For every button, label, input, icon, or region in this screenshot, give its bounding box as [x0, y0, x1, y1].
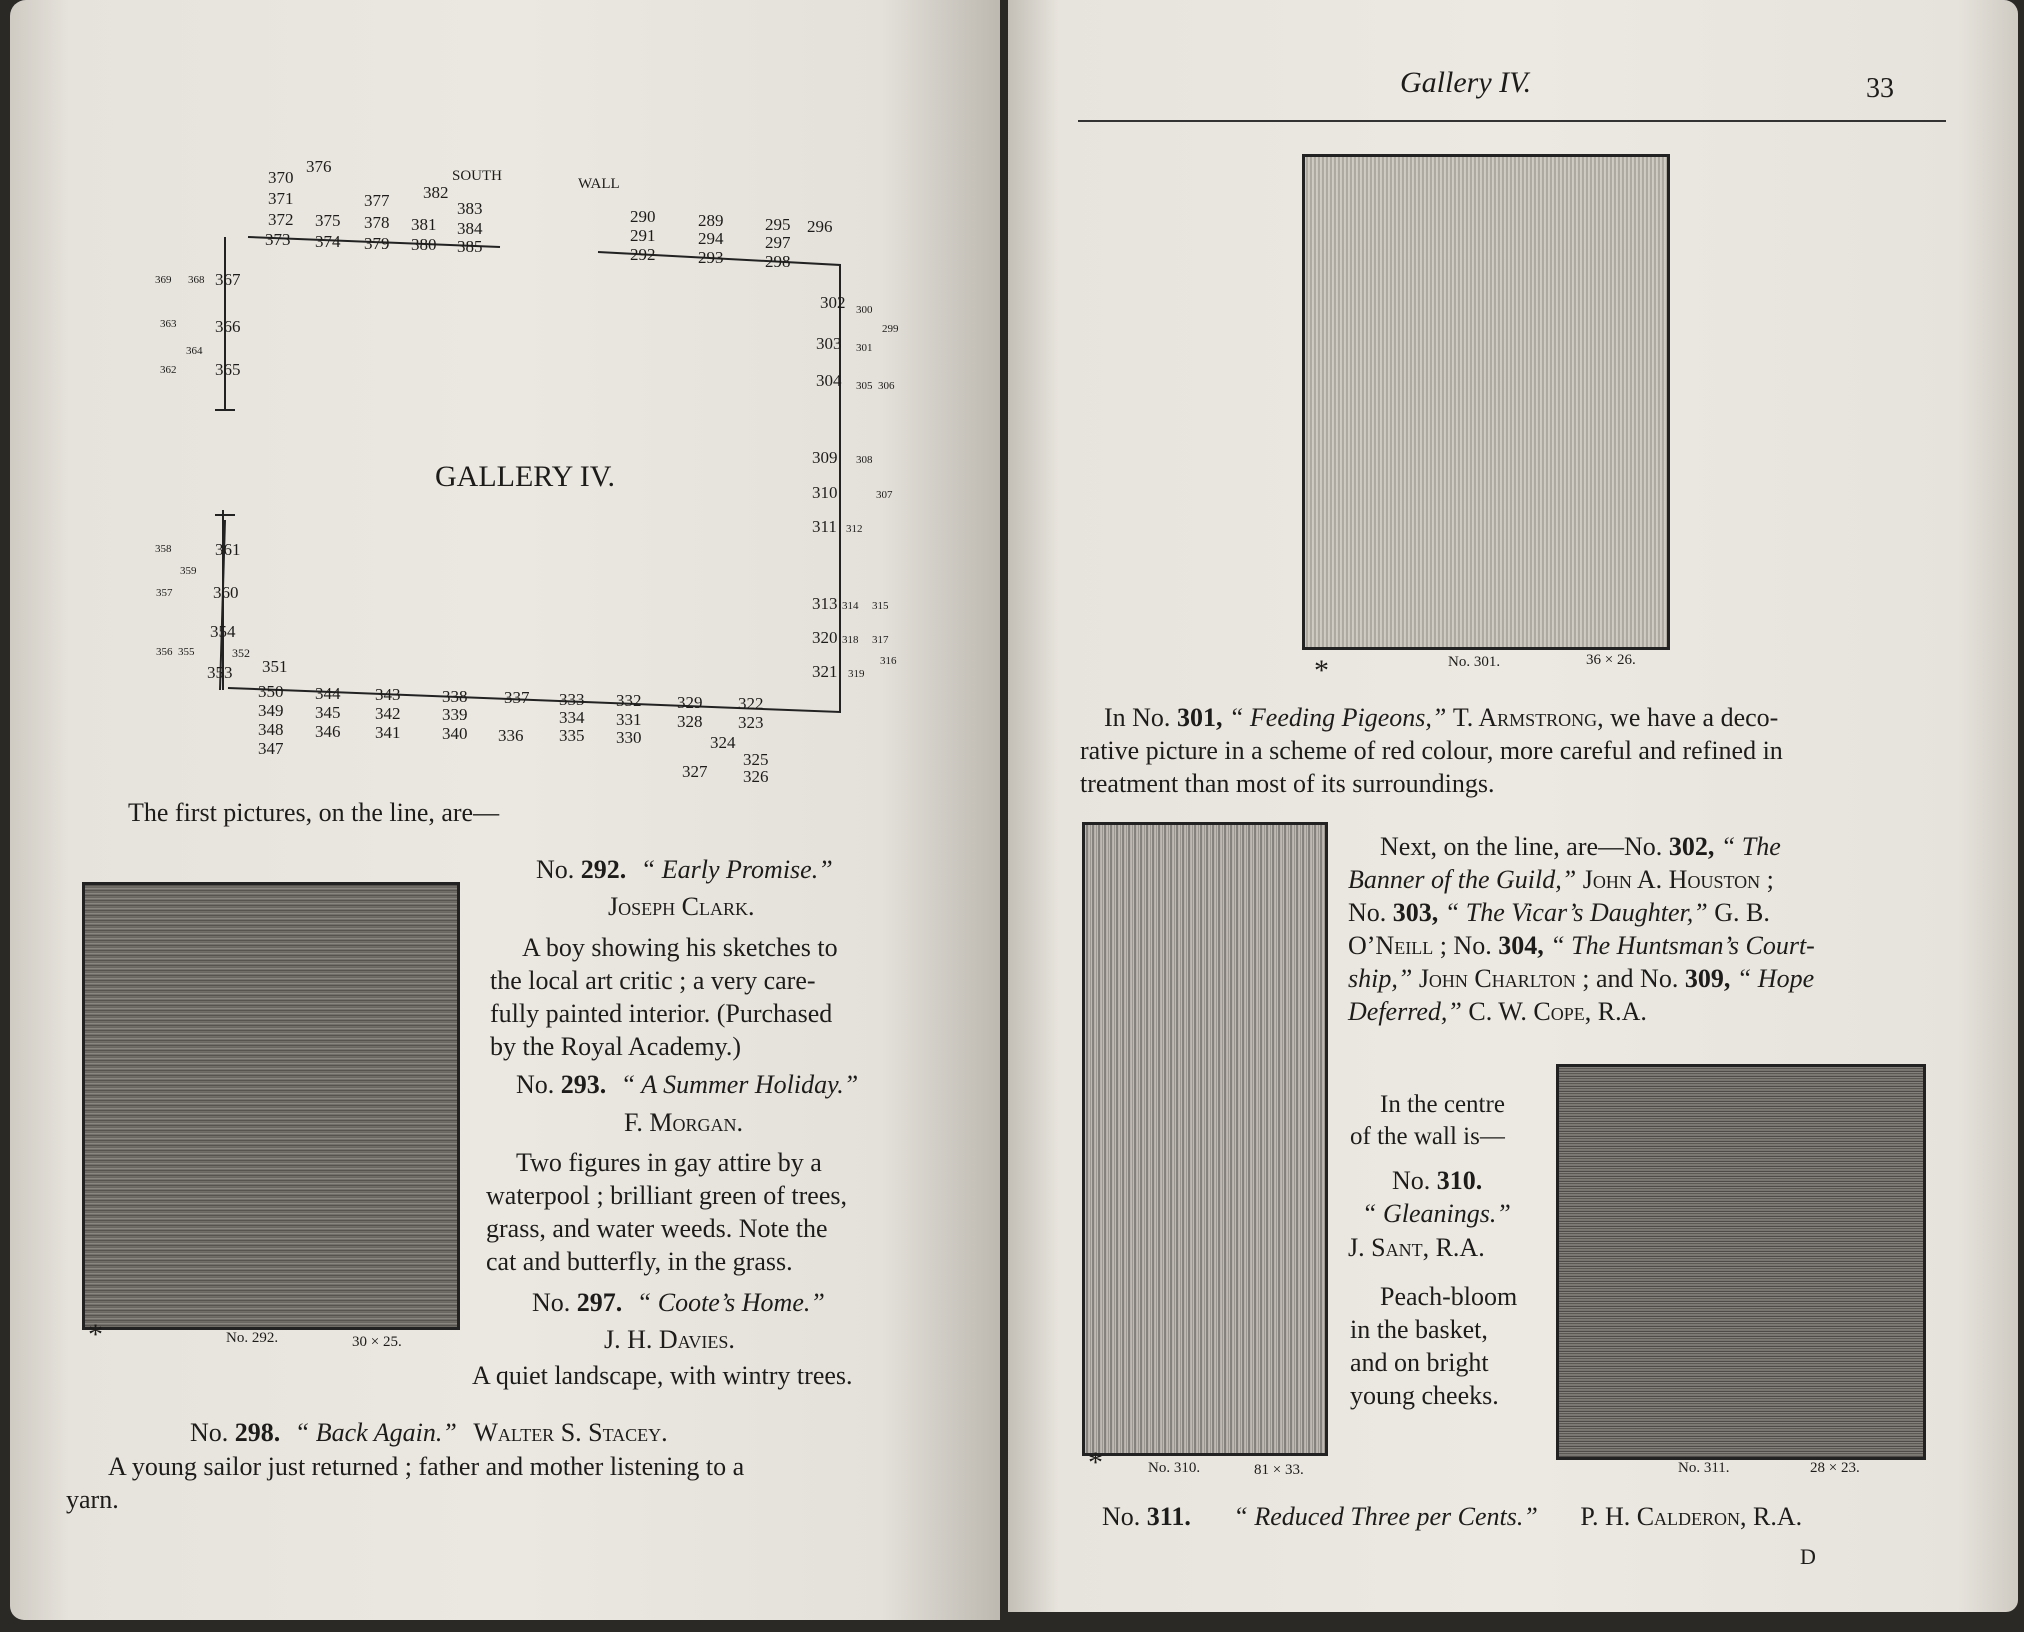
- para-next-line-1: [1380, 832, 1781, 862]
- para-next-line-5: [1348, 964, 1814, 994]
- map-num: 375: [315, 211, 341, 230]
- map-num: 368: [188, 274, 205, 286]
- map-num: 346: [315, 722, 341, 741]
- map-num: 356: [156, 646, 173, 658]
- map-num: 373: [265, 230, 291, 249]
- centre-entry-title: “ Gleanings.”: [1362, 1199, 1511, 1228]
- entry-title: “ A Summer Holiday.”: [620, 1070, 859, 1099]
- map-num: 369: [155, 274, 172, 286]
- para-title: “ The: [1720, 832, 1781, 861]
- map-num: 300: [856, 304, 873, 316]
- entry-artist: P. H. Calderon, R.A.: [1580, 1502, 1803, 1531]
- entry-title: “ Back Again.”: [294, 1418, 457, 1447]
- map-num: 323: [738, 713, 764, 732]
- map-num: 374: [315, 232, 341, 251]
- map-num: 326: [743, 767, 769, 786]
- entry-293-desc-4: cat and butterfly, in the grass.: [486, 1247, 793, 1276]
- engraving-reduced-three-per-cents: [1556, 1064, 1926, 1460]
- map-num: 382: [423, 183, 449, 202]
- entry-293-desc-2: waterpool ; brilliant green of trees,: [486, 1181, 847, 1210]
- map-num: 309: [812, 448, 838, 467]
- map-num: 302: [820, 293, 846, 312]
- illustration-caption-size: 28 × 23.: [1810, 1460, 1860, 1476]
- entry-number: 293.: [560, 1070, 607, 1099]
- map-num: 376: [306, 157, 332, 176]
- para-301-line-3: treatment than most of its surroundings.: [1080, 769, 1495, 798]
- entry-number: 297.: [576, 1288, 623, 1317]
- asterisk-mark: *: [1314, 654, 1329, 687]
- map-num: 381: [411, 215, 437, 234]
- map-num: 364: [186, 345, 203, 357]
- bottom-wall-numbers: [258, 682, 769, 786]
- para-artist: G. B.: [1714, 898, 1770, 927]
- map-num: 354: [210, 622, 236, 641]
- para-number: 309,: [1684, 964, 1731, 993]
- map-num: 357: [156, 587, 173, 599]
- entry-298-desc-1: A young sailor just returned ; father and mother listening to a: [108, 1452, 745, 1481]
- illustration-caption-size: 81 × 33.: [1254, 1462, 1304, 1478]
- entry-title: “ Coote’s Home.”: [636, 1288, 825, 1317]
- map-num: 353: [207, 663, 233, 682]
- entry-297-artist: J. H. Davies.: [604, 1325, 735, 1354]
- map-num: 316: [880, 655, 897, 667]
- map-num: 291: [630, 226, 656, 245]
- entry-292-heading: [536, 855, 833, 885]
- map-num: 372: [268, 210, 294, 229]
- map-num: 325: [743, 750, 769, 769]
- engraving-gleanings: [1082, 822, 1328, 1456]
- entry-number: 310.: [1436, 1166, 1483, 1195]
- para-text: Next, on the line, are—No.: [1380, 832, 1663, 861]
- south-label: SOUTH: [452, 168, 503, 184]
- map-num: 306: [878, 380, 895, 392]
- map-num: 299: [882, 323, 899, 335]
- para-next-line-3: [1348, 898, 1770, 928]
- map-num: 296: [807, 217, 833, 236]
- entry-292-desc-1: A boy showing his sketches to: [522, 933, 838, 962]
- entry-no: No.: [190, 1418, 229, 1447]
- signature-mark: D: [1800, 1544, 1816, 1569]
- map-num: 335: [559, 726, 585, 745]
- map-num: 377: [364, 191, 390, 210]
- map-num: 360: [213, 583, 239, 602]
- map-num: 378: [364, 213, 390, 232]
- map-num: 343: [375, 685, 401, 704]
- map-num: 366: [215, 317, 241, 336]
- engraving-feeding-pigeons: [1302, 154, 1670, 650]
- map-num: 351: [262, 657, 288, 676]
- map-num: 313: [812, 594, 838, 613]
- entry-no: No.: [1102, 1502, 1141, 1531]
- map-num: 349: [258, 701, 284, 720]
- para-next-line-4: [1348, 931, 1815, 961]
- para-prefix: In No.: [1104, 703, 1171, 732]
- entry-title: “ Reduced Three per Cents.”: [1233, 1502, 1538, 1531]
- illustration-caption-size: 36 × 26.: [1586, 652, 1636, 668]
- map-num: 298: [765, 252, 791, 271]
- wall-label: WALL: [578, 176, 620, 192]
- map-num: 330: [616, 728, 642, 747]
- top-wall-numbers: [265, 157, 833, 271]
- para-title: “ Hope: [1736, 964, 1815, 993]
- centre-line-1: In the centre: [1380, 1091, 1505, 1118]
- centre-desc-1: Peach-bloom: [1380, 1282, 1518, 1311]
- para-artist: T. Armstrong,: [1452, 703, 1604, 732]
- map-num: 311: [812, 517, 837, 536]
- map-num: 379: [364, 234, 390, 253]
- para-title: Deferred,”: [1348, 997, 1462, 1026]
- map-num: 319: [848, 668, 865, 680]
- map-num: 315: [872, 600, 889, 612]
- para-text: and No.: [1596, 964, 1679, 993]
- map-num: 327: [682, 762, 708, 781]
- map-num: 303: [816, 334, 842, 353]
- map-num: 333: [559, 690, 585, 709]
- centre-desc-2: in the basket,: [1350, 1315, 1488, 1344]
- map-num: 293: [698, 248, 724, 267]
- para-301-line-2: rative picture in a scheme of red colour, more careful and refined in: [1080, 736, 1783, 765]
- map-num: 307: [876, 489, 893, 501]
- map-num: 294: [698, 229, 724, 248]
- map-num: 304: [816, 371, 842, 390]
- para-text: No.: [1453, 931, 1492, 960]
- map-num: 305: [856, 380, 873, 392]
- map-num: 365: [215, 360, 241, 379]
- map-num: 362: [160, 364, 177, 376]
- illustration-caption-number: No. 301.: [1448, 654, 1501, 670]
- map-num: 383: [457, 199, 483, 218]
- map-num: 352: [232, 646, 250, 660]
- map-num: 371: [268, 189, 294, 208]
- map-num: 328: [677, 712, 703, 731]
- gallery-floor-plan: [10, 0, 1000, 800]
- map-num: 295: [765, 215, 791, 234]
- entry-293-heading: [516, 1070, 858, 1100]
- map-num: 308: [856, 454, 873, 466]
- left-page: [10, 0, 1000, 1620]
- map-num: 332: [616, 691, 642, 710]
- para-artist: John A. Houston ;: [1582, 865, 1774, 894]
- entry-292-desc-4: by the Royal Academy.): [490, 1032, 742, 1061]
- map-num: 290: [630, 207, 656, 226]
- map-num: 324: [710, 733, 736, 752]
- map-num: 348: [258, 720, 284, 739]
- para-301-line-1: [1104, 703, 1778, 733]
- running-header-title: Gallery IV.: [1400, 66, 1532, 99]
- entry-293-desc-1: Two figures in gay attire by a: [516, 1148, 822, 1177]
- centre-desc-3: and on bright: [1350, 1348, 1489, 1377]
- map-num: 339: [442, 705, 468, 724]
- right-wall-numbers: [812, 293, 899, 681]
- illustration-caption-number: No. 311.: [1678, 1460, 1730, 1476]
- map-num: 384: [457, 219, 483, 238]
- map-num: 320: [812, 628, 838, 647]
- map-num: 341: [375, 723, 401, 742]
- entry-298-desc-2: yarn.: [66, 1485, 119, 1514]
- map-num: 344: [315, 684, 341, 703]
- map-num: 297: [765, 233, 791, 252]
- map-num: 355: [178, 646, 195, 658]
- para-title: “ The Vicar’s Daughter,”: [1444, 898, 1708, 927]
- entry-293-artist: F. Morgan.: [624, 1108, 743, 1137]
- para-title: “ Feeding Pigeons,”: [1228, 703, 1447, 732]
- asterisk-mark: *: [88, 1318, 103, 1351]
- map-num: 322: [738, 694, 764, 713]
- map-num: 359: [180, 565, 197, 577]
- entry-artist: Walter S. Stacey.: [473, 1418, 668, 1447]
- map-num: 301: [856, 342, 873, 354]
- entry-292-artist: Joseph Clark.: [608, 892, 755, 921]
- centre-line-2: of the wall is—: [1350, 1123, 1505, 1150]
- para-next-line-6: [1348, 997, 1647, 1027]
- entry-297-desc-1: A quiet landscape, with wintry trees.: [472, 1361, 853, 1390]
- page-number: 33: [1866, 73, 1894, 104]
- map-num: 337: [504, 688, 530, 707]
- para-artist: C. W. Cope, R.A.: [1468, 997, 1647, 1026]
- para-title: “ The Huntsman’s Court-: [1550, 931, 1815, 960]
- para-number: 302,: [1668, 832, 1715, 861]
- centre-entry-artist: J. Sant, R.A.: [1348, 1233, 1485, 1262]
- map-num: 336: [498, 726, 524, 745]
- para-artist: O’Neill ;: [1348, 931, 1447, 960]
- map-num: 367: [215, 270, 241, 289]
- entry-no: No.: [536, 855, 575, 884]
- para-title: ship,”: [1348, 964, 1413, 993]
- illustration-caption-number: No. 310.: [1148, 1460, 1201, 1476]
- entry-292-desc-2: the local art critic ; a very care-: [490, 966, 816, 995]
- map-num: 312: [846, 523, 863, 535]
- para-rest: we have a deco-: [1610, 703, 1779, 732]
- map-num: 347: [258, 739, 284, 758]
- para-artist: John Charlton ;: [1418, 964, 1590, 993]
- header-rule: [1078, 120, 1946, 122]
- entry-no: No.: [532, 1288, 571, 1317]
- map-num: 314: [842, 600, 859, 612]
- entry-311-line: [1102, 1502, 1802, 1532]
- intro-line: The first pictures, on the line, are—: [128, 798, 500, 827]
- entry-no: No.: [516, 1070, 555, 1099]
- entry-292-desc-3: fully painted interior. (Purchased: [490, 999, 833, 1028]
- map-num: 331: [616, 710, 642, 729]
- map-num: 317: [872, 634, 889, 646]
- centre-desc-4: young cheeks.: [1350, 1381, 1499, 1410]
- entry-title: “ Early Promise.”: [640, 855, 833, 884]
- map-num: 350: [258, 682, 284, 701]
- map-num: 385: [457, 237, 483, 256]
- map-num: 345: [315, 703, 341, 722]
- map-num: 310: [812, 483, 838, 502]
- entry-number: 298.: [234, 1418, 281, 1447]
- map-num: 334: [559, 708, 585, 727]
- right-page: [1008, 0, 2018, 1612]
- para-next-line-2: [1348, 865, 1774, 895]
- illustration-caption-size: 30 × 25.: [352, 1334, 402, 1350]
- para-number: 303,: [1392, 898, 1439, 927]
- map-num: 318: [842, 634, 859, 646]
- entry-number: 311.: [1146, 1502, 1191, 1531]
- map-num: 342: [375, 704, 401, 723]
- map-num: 358: [155, 543, 172, 555]
- map-num: 329: [677, 693, 703, 712]
- map-num: 370: [268, 168, 294, 187]
- entry-298-heading: [190, 1418, 668, 1448]
- map-num: 292: [630, 245, 656, 264]
- illustration-caption-number: No. 292.: [226, 1330, 279, 1346]
- asterisk-mark: *: [1088, 1446, 1103, 1479]
- gallery-title: GALLERY IV.: [435, 460, 615, 493]
- centre-entry-number: [1392, 1166, 1482, 1196]
- entry-293-desc-3: grass, and water weeds. Note the: [486, 1214, 828, 1243]
- map-num: 321: [812, 662, 838, 681]
- map-num: 289: [698, 211, 724, 230]
- entry-297-heading: [532, 1288, 825, 1318]
- para-number: 304,: [1498, 931, 1544, 960]
- map-num: 340: [442, 724, 468, 743]
- entry-number: 292.: [580, 855, 627, 884]
- map-num: 363: [160, 318, 177, 330]
- map-num: 361: [215, 540, 241, 559]
- para-text: No.: [1348, 898, 1387, 927]
- para-title: Banner of the Guild,”: [1348, 865, 1577, 894]
- map-num: 380: [411, 235, 437, 254]
- entry-no: No.: [1392, 1166, 1431, 1195]
- engraving-early-promise: [82, 882, 460, 1330]
- map-num: 338: [442, 687, 468, 706]
- para-number: 301,: [1176, 703, 1223, 732]
